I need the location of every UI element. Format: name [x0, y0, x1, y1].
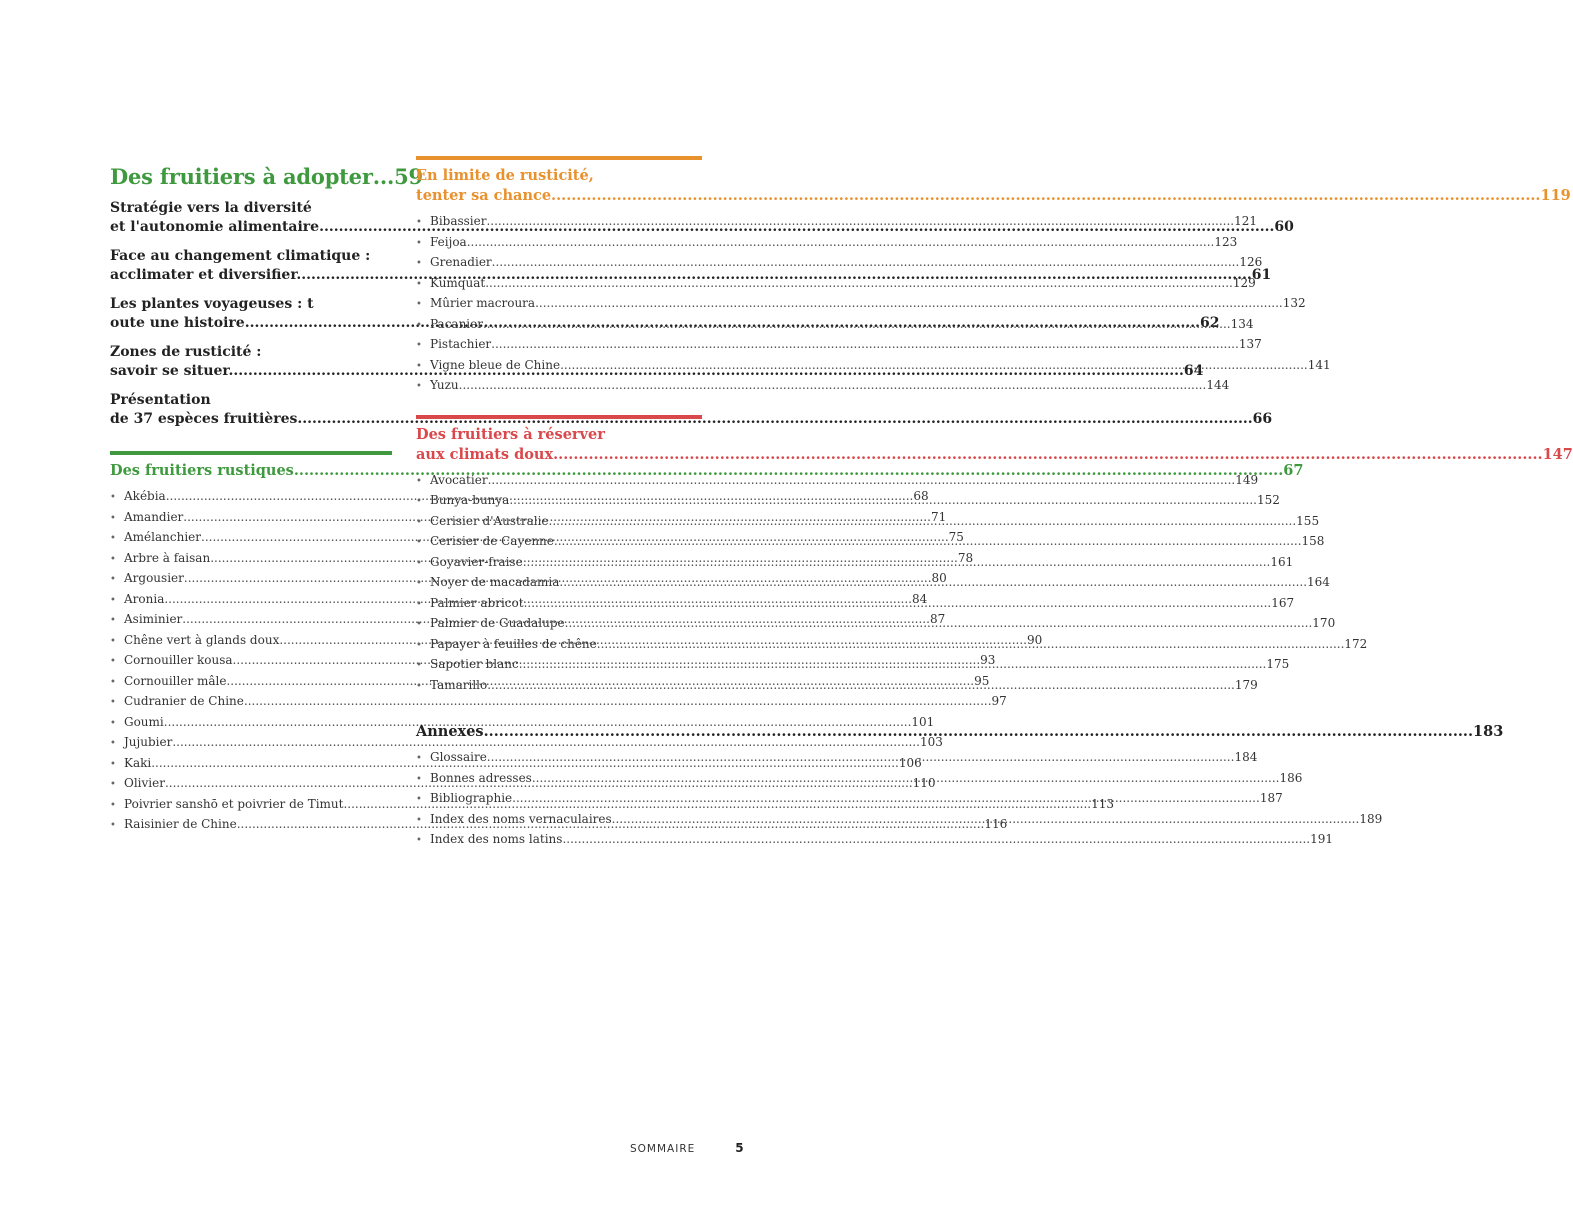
toc-item-label: Aronia — [124, 591, 165, 606]
entry-line2: de 37 espèces fruitières..... 66 — [110, 410, 392, 429]
toc-item-page: 113 — [1091, 796, 1115, 811]
toc-item-page: 95 — [974, 673, 990, 688]
toc-item-label: Jujubier — [124, 735, 173, 749]
bullet-icon: • — [416, 258, 422, 269]
toc-item-page: 179 — [1234, 677, 1258, 692]
toc-item-label: Cerisier d'Australie — [430, 513, 549, 528]
toc-item-label: Raisinier de Chine — [124, 817, 237, 831]
entry-line2: acclimater et diversifier..... 61 — [110, 266, 392, 285]
toc-item-page: 87 — [929, 612, 946, 626]
toc-item-label: Vigne bleue de Chine — [430, 357, 561, 372]
toc-item-page: 158 — [1301, 534, 1325, 548]
bullet-icon: • — [110, 574, 116, 585]
toc-item-label: Cornouiller kousa — [124, 653, 233, 667]
bullet-icon: • — [110, 594, 116, 606]
entry-page: 60 — [1274, 219, 1294, 235]
toc-item-page: 172 — [1344, 636, 1368, 651]
toc-item-page: 167 — [1271, 595, 1295, 610]
bullet-icon: • — [110, 533, 116, 544]
toc-item-label: Cornouiller mâle — [124, 673, 227, 688]
toc-item-label: Kumquat — [430, 275, 486, 290]
bullet-icon: • — [416, 814, 422, 826]
toc-item-label: Cerisier de Cayenne — [430, 534, 554, 548]
bullet-icon: • — [416, 598, 422, 610]
bullet-icon: • — [110, 758, 116, 770]
toc-item-label: Bibliographie — [430, 791, 513, 805]
bullet-icon: • — [416, 753, 422, 764]
bullet-icon: • — [416, 299, 422, 310]
section-title[interactable]: Des fruitiers à réserver aux climats doux ..... 147 — [416, 425, 702, 465]
toc-item-page: 152 — [1256, 493, 1280, 507]
bullet-icon: • — [416, 680, 422, 692]
toc-item-page: 110 — [912, 776, 936, 790]
toc-item-label: Bonnes adresses — [430, 770, 532, 785]
bullet-icon: • — [416, 660, 422, 671]
entry-line1: Présentation — [110, 392, 211, 408]
bullet-icon: • — [416, 773, 422, 785]
toc-item-label: Sapotier blanc — [430, 657, 519, 671]
bullet-icon: • — [110, 615, 116, 626]
toc-item-label: Amélanchier — [124, 530, 201, 544]
bullet-icon: • — [416, 496, 422, 507]
toc-item-label: Palmier abricot — [430, 595, 524, 610]
bullet-icon: • — [416, 578, 422, 589]
toc-item-label: Palmier de Guadalupe — [430, 616, 565, 630]
bullet-icon: • — [416, 381, 422, 392]
bullet-icon: • — [110, 656, 116, 667]
toc-item-label: Avocatier — [430, 472, 488, 487]
toc-item[interactable] — [416, 233, 1238, 254]
toc-item-label: Pacanier — [430, 316, 483, 331]
toc-item-page: 175 — [1266, 657, 1290, 671]
toc-item-page: 137 — [1238, 337, 1262, 351]
toc-item-page: 161 — [1270, 554, 1294, 569]
section-page: 67 — [1283, 462, 1304, 479]
toc-item-label: Tamarillo — [430, 677, 488, 692]
toc-item-label: Cudranier de Chine — [124, 694, 244, 708]
toc-item-page: 186 — [1279, 770, 1303, 785]
bullet-icon: • — [416, 516, 422, 528]
entry-line1: Les plantes voyageuses : t — [110, 296, 314, 312]
toc-item[interactable] — [416, 294, 1306, 315]
entry-line1: Face au changement climatique : — [110, 248, 371, 264]
bullet-icon: • — [416, 278, 422, 290]
toc-item-label: Index des noms latins — [430, 832, 563, 846]
toc-item[interactable] — [110, 692, 1007, 713]
toc-item-label: Olivier — [124, 776, 165, 790]
footer-section-label: SOMMAIRE — [630, 1143, 696, 1155]
toc-item-page: 121 — [1234, 214, 1258, 228]
toc-item-page: 164 — [1307, 575, 1330, 589]
bullet-icon: • — [110, 799, 116, 811]
bullet-icon: • — [416, 835, 422, 846]
toc-item-page: 116 — [984, 817, 1008, 831]
toc-item-page: 184 — [1234, 750, 1258, 764]
entry-page: 61 — [1251, 267, 1272, 283]
toc-item-label: Papayer à feuilles de chêne — [430, 636, 597, 651]
bullet-icon: • — [110, 820, 116, 831]
toc-item-page: 141 — [1307, 357, 1331, 372]
entry-page: 64 — [1183, 363, 1204, 379]
bullet-icon: • — [416, 319, 422, 331]
bullet-icon: • — [416, 340, 422, 351]
bullet-icon: • — [416, 639, 422, 651]
toc-item-page: 90 — [1026, 632, 1043, 647]
toc-item-label: Noyer de macadamia — [430, 575, 560, 589]
section-page: 183 — [1473, 723, 1504, 740]
toc-item-page: 149 — [1235, 472, 1259, 487]
toc-item-label: Pistachier — [430, 337, 492, 351]
section-title[interactable]: En limite de rusticité, tenter sa chance ..... 119 — [416, 166, 702, 206]
toc-item-label: Arbre à faisan — [124, 550, 211, 565]
entry-line1: Zones de rusticité : — [110, 344, 262, 360]
toc-item-label: Bibassier — [430, 214, 487, 228]
bullet-icon: • — [416, 619, 422, 630]
toc-item-label: Goumi — [124, 714, 164, 729]
toc-item-page: 170 — [1312, 616, 1336, 630]
toc-item-page: 103 — [920, 735, 943, 749]
toc-item-page: 71 — [930, 509, 947, 524]
toc-item[interactable] — [110, 713, 935, 734]
toc-item-page: 106 — [898, 755, 922, 770]
bullet-icon: • — [416, 794, 422, 805]
section-page: 119 — [1540, 187, 1571, 204]
toc-item-label: Index des noms vernaculaires — [430, 811, 612, 826]
toc-item-page: 189 — [1359, 811, 1383, 826]
toc-item-label: Feijoa — [430, 234, 467, 249]
bullet-icon: • — [416, 537, 422, 548]
toc-item-page: 80 — [931, 571, 947, 585]
toc-item[interactable] — [110, 733, 943, 754]
toc-item-page: 126 — [1239, 255, 1263, 269]
bullet-icon: • — [416, 475, 422, 487]
toc-item-label: Asiminier — [124, 612, 183, 626]
bullet-icon: • — [110, 635, 116, 647]
main-heading-page: 59 — [394, 164, 423, 189]
toc-item-page: 132 — [1282, 296, 1306, 310]
entry-page: 66 — [1252, 411, 1273, 427]
bullet-icon: • — [110, 512, 116, 524]
section-page: 147 — [1542, 445, 1573, 463]
toc-item-label: Argousier — [124, 571, 184, 585]
toc-item-page: 97 — [991, 694, 1007, 708]
toc-item-label: Yuzu — [430, 378, 459, 392]
entry-line2: savoir se situer..... 64 — [110, 362, 392, 381]
toc-item-label: Poivrier sanshō et poivrier de Timut — [124, 796, 344, 811]
entry-line2: oute une histoire..... 62 — [110, 314, 392, 333]
toc-item-label: Bunya-bunya — [430, 493, 510, 507]
entry-line2: et l'autonomie alimentaire..... 60 — [110, 218, 392, 237]
toc-item-page: 68 — [913, 489, 929, 503]
toc-item-page: 93 — [980, 653, 996, 667]
toc-item-page: 123 — [1214, 234, 1238, 249]
toc-item[interactable] — [416, 471, 1259, 492]
bullet-icon: • — [110, 492, 116, 503]
section-title[interactable]: Des fruitiers rustiques ..... 67 — [110, 461, 392, 481]
entry-page: 62 — [1200, 315, 1220, 331]
bullet-icon: • — [416, 557, 422, 569]
entry-line1: Stratégie vers la diversité — [110, 200, 312, 216]
bullet-icon: • — [110, 779, 116, 790]
toc-item-label: Grenadier — [430, 255, 492, 269]
toc-item-page: 101 — [911, 714, 935, 729]
main-heading-label: Des fruitiers à adopter — [110, 164, 373, 189]
bullet-icon: • — [110, 676, 116, 688]
toc-item-label: Goyavier-fraise — [430, 554, 523, 569]
toc-item[interactable] — [416, 274, 1256, 295]
toc-item-page: 187 — [1259, 791, 1283, 805]
bullet-icon: • — [416, 360, 422, 372]
toc-main-heading[interactable] — [110, 164, 423, 189]
toc-item-page: 129 — [1232, 275, 1256, 290]
bullet-icon: • — [110, 717, 116, 729]
toc-item-label: Kaki — [124, 755, 152, 770]
toc-item-label: Akébia — [124, 489, 166, 503]
bullet-icon: • — [416, 237, 422, 249]
toc-item-label: Amandier — [124, 509, 184, 524]
toc-item-label: Mûrier macroura — [430, 296, 536, 310]
toc-entry-presentation[interactable] — [110, 391, 1273, 429]
toc-item-page: 84 — [912, 591, 928, 606]
bullet-icon: • — [110, 738, 116, 749]
toc-item-page: 134 — [1230, 316, 1254, 331]
toc-item-page: 191 — [1310, 832, 1333, 846]
toc-item-page: 144 — [1206, 378, 1230, 392]
toc-item-page: 155 — [1296, 513, 1320, 528]
toc-item[interactable] — [416, 253, 1263, 274]
toc-item[interactable] — [416, 335, 1262, 356]
bullet-icon: • — [110, 697, 116, 708]
bullet-icon: • — [416, 217, 422, 228]
toc-item[interactable] — [416, 830, 1333, 851]
toc-item[interactable] — [416, 376, 1230, 397]
section-title[interactable]: Annexes ..... 183 — [416, 722, 702, 742]
toc-item-label: Glossaire — [430, 750, 487, 764]
toc-item-page: 75 — [948, 530, 964, 544]
footer-page-number: 5 — [735, 1141, 744, 1155]
toc-item-label: Chêne vert à glands doux — [124, 632, 280, 647]
main-heading-dots: ... — [372, 164, 395, 189]
bullet-icon: • — [110, 553, 116, 565]
page-footer — [630, 1141, 744, 1155]
toc-item-page: 78 — [957, 550, 974, 565]
